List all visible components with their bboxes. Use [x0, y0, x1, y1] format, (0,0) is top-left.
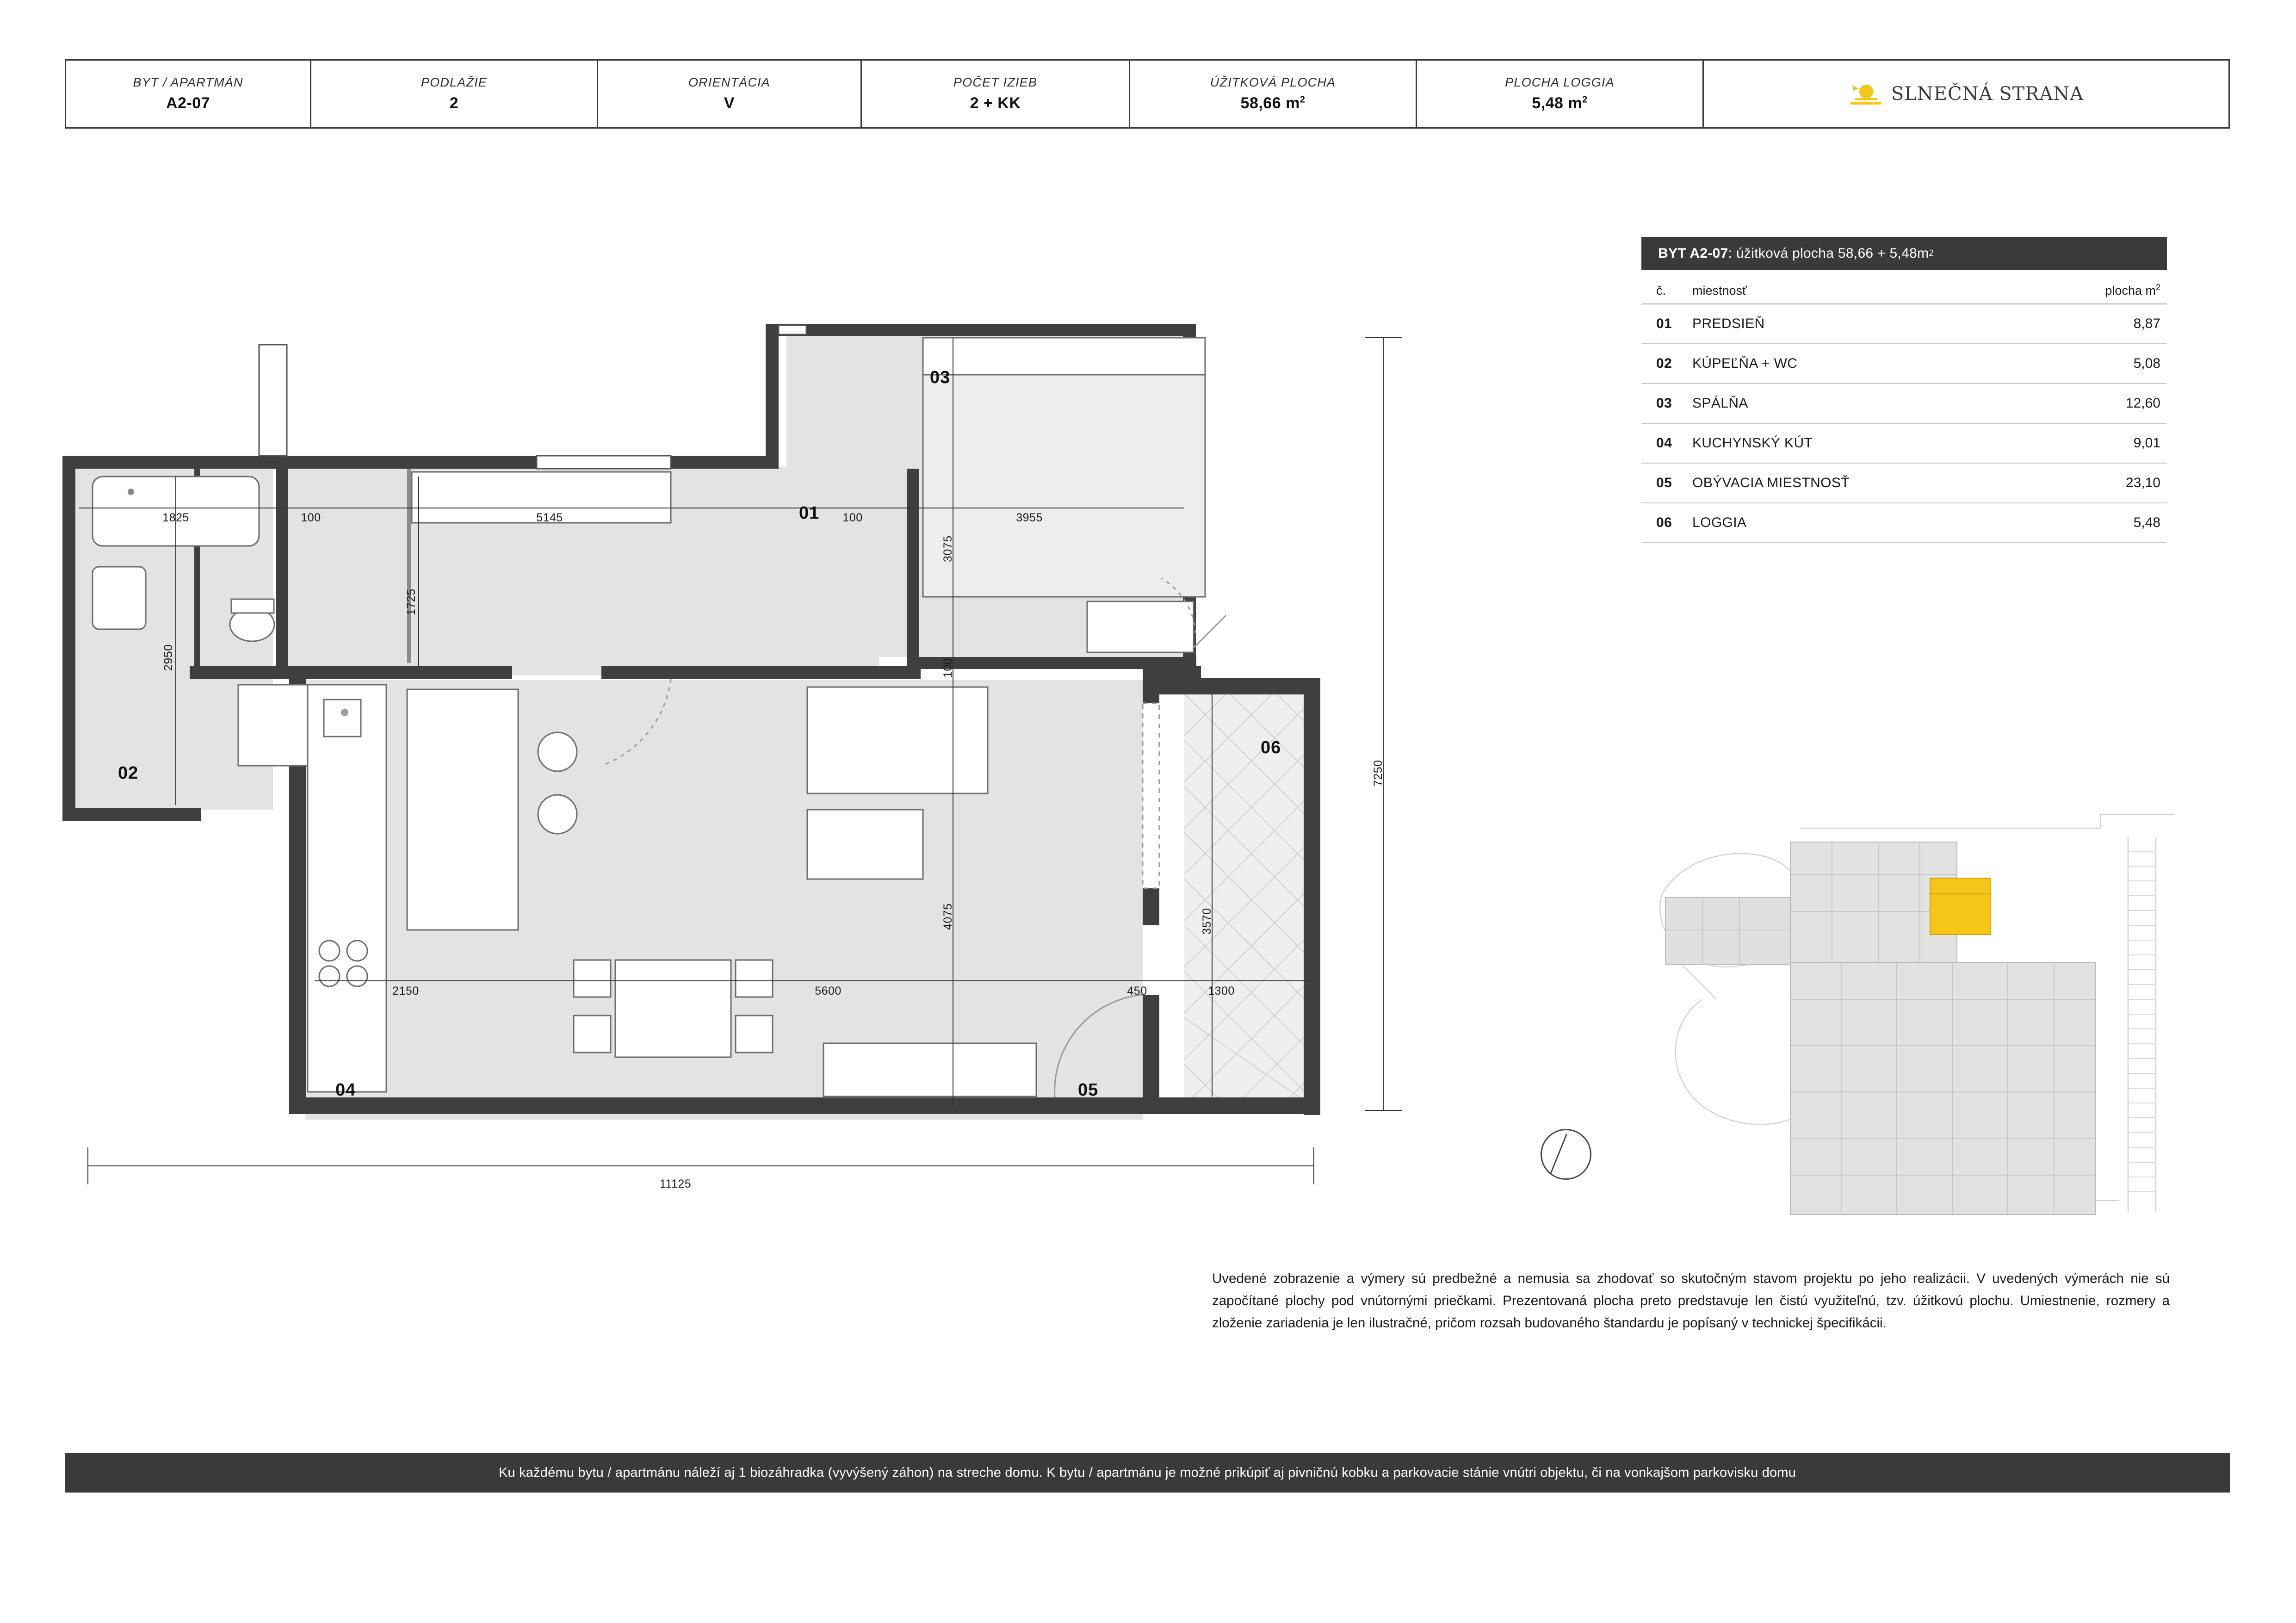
header-label-rooms: POČET IZIEB [953, 75, 1038, 89]
dim-2950: 2950 [162, 644, 175, 671]
row-area: 5,48 [2133, 515, 2160, 530]
header-value-orientation: V [724, 94, 735, 112]
col-header-room: miestnosť [1692, 284, 1747, 297]
usable-area-sup: 2 [1300, 94, 1306, 105]
row-no: 05 [1656, 475, 1672, 490]
room-label-01: 01 [799, 503, 820, 523]
highlighted-unit [1930, 878, 1990, 935]
table-row [1641, 464, 2167, 503]
dim-100-a: 100 [301, 511, 321, 524]
disclaimer-text: Uvedené zobrazenie a výmery sú predbežné a nemusia sa zhodovať so skutočným stavom projektu po jeho realizácii. V uvedených výmerách nie sú započítané plochy pod vnútornými priečkami. Prezentovaná plocha preto predstavuje len čistú využiteľnú, tzv. úžitkovú plochu. Umiestnenie, rozmery a zloženie zariadenia je len ilustračné, pričom rozsah budovaného štandardu je popísaný v technickej špecifikácii. [1212, 1271, 2170, 1331]
col-header-area-sup: 2 [2155, 283, 2160, 292]
dim-1300: 1300 [1208, 985, 1235, 997]
room-label-02: 02 [118, 763, 139, 783]
sun-icon [1849, 81, 1883, 107]
building-footprint [1665, 842, 2096, 1214]
dim-3955: 3955 [1016, 511, 1043, 524]
dim-100-c: 100 [941, 657, 954, 678]
brand-name: SLNEČNÁ STRANA [1891, 83, 2084, 105]
dim-1825: 1825 [162, 511, 189, 524]
row-area: 5,08 [2133, 356, 2160, 371]
row-no: 03 [1656, 396, 1672, 411]
room-label-05: 05 [1078, 1080, 1099, 1100]
dim-11125: 11125 [659, 1177, 692, 1190]
col-header-no: č. [1656, 284, 1666, 297]
site-plan [1647, 759, 2188, 1235]
dim-7250: 7250 [1372, 760, 1385, 787]
row-area: 8,87 [2133, 316, 2160, 331]
room-schedule-title-sup: 2 [1929, 248, 1934, 258]
dim-3075: 3075 [941, 535, 954, 562]
header-label-orientation: ORIENTÁCIA [688, 75, 771, 89]
north-arrow-icon [1541, 1129, 1591, 1180]
usable-area-number: 58,66 m [1240, 94, 1300, 112]
row-room-name: LOGGIA [1692, 515, 1747, 530]
room-label-04: 04 [335, 1080, 356, 1100]
table-row [1641, 503, 2167, 543]
room-label-03: 03 [930, 368, 951, 387]
table-row [1641, 344, 2167, 384]
dim-3570: 3570 [1201, 908, 1213, 935]
dim-4075: 4075 [941, 903, 954, 930]
header-value-rooms: 2 + KK [970, 94, 1021, 112]
dim-2150: 2150 [392, 985, 419, 997]
room-schedule-title-bold: BYT A2-07 [1658, 246, 1728, 261]
row-no: 02 [1656, 356, 1672, 371]
row-area: 12,60 [2125, 396, 2160, 411]
loggia-area-number: 5,48 m [1532, 94, 1583, 112]
header-label-floor: PODLAŽIE [421, 75, 488, 89]
dim-1725: 1725 [405, 588, 418, 615]
row-no: 04 [1656, 435, 1672, 451]
dim-450: 450 [1127, 985, 1147, 997]
header-value-apartment: A2-07 [166, 94, 210, 112]
room-schedule-title [1641, 237, 2167, 270]
row-room-name: KÚPEĽŇA + WC [1692, 356, 1798, 371]
row-area: 23,10 [2125, 475, 2160, 490]
dim-5145: 5145 [536, 511, 563, 524]
header-label-usable-area: ÚŽITKOVÁ PLOCHA [1210, 75, 1336, 89]
row-room-name: SPÁLŇA [1692, 396, 1748, 411]
table-row [1641, 384, 2167, 424]
row-no: 06 [1656, 515, 1672, 530]
room-schedule [1641, 237, 2167, 543]
row-room-name: PREDSIEŇ [1692, 316, 1765, 331]
table-row [1641, 424, 2167, 464]
dim-100-b: 100 [842, 511, 863, 524]
header-label-loggia-area: PLOCHA LOGGIA [1505, 75, 1615, 89]
loggia-area-sup: 2 [1582, 94, 1588, 105]
row-room-name: KUCHYNSKÝ KÚT [1692, 435, 1813, 451]
room-label-06: 06 [1261, 738, 1281, 757]
dim-5600: 5600 [815, 985, 842, 997]
bottom-note-bar: Ku každému bytu / apartmánu náleží aj 1 biozáhradka (vyvýšený záhon) na streche domu. K bytu / apartmánu je možné prikúpiť aj pivničnú kobku a parkovacie stánie vnútri objektu, či na vonkajšom parkovisku domu [65, 1453, 2230, 1493]
col-header-area [2061, 283, 2167, 298]
parking-slots [2128, 851, 2156, 1192]
room-schedule-header [1641, 270, 2167, 304]
brand-logo [1849, 81, 2084, 107]
room-schedule-title-rest: : úžitková plocha 58,66 + 5,48m [1728, 246, 1929, 261]
row-area: 9,01 [2133, 435, 2160, 451]
header-label-apartment: BYT / APARTMÁN [133, 75, 243, 89]
site-plan-svg [1647, 759, 2188, 1235]
row-no: 01 [1656, 316, 1672, 331]
row-room-name: OBÝVACIA MIESTNOSŤ [1692, 475, 1850, 490]
col-header-area-text: plocha m [2105, 284, 2156, 297]
header-cell-logo [1704, 61, 2228, 127]
table-row [1641, 304, 2167, 344]
header-value-floor: 2 [449, 94, 459, 112]
